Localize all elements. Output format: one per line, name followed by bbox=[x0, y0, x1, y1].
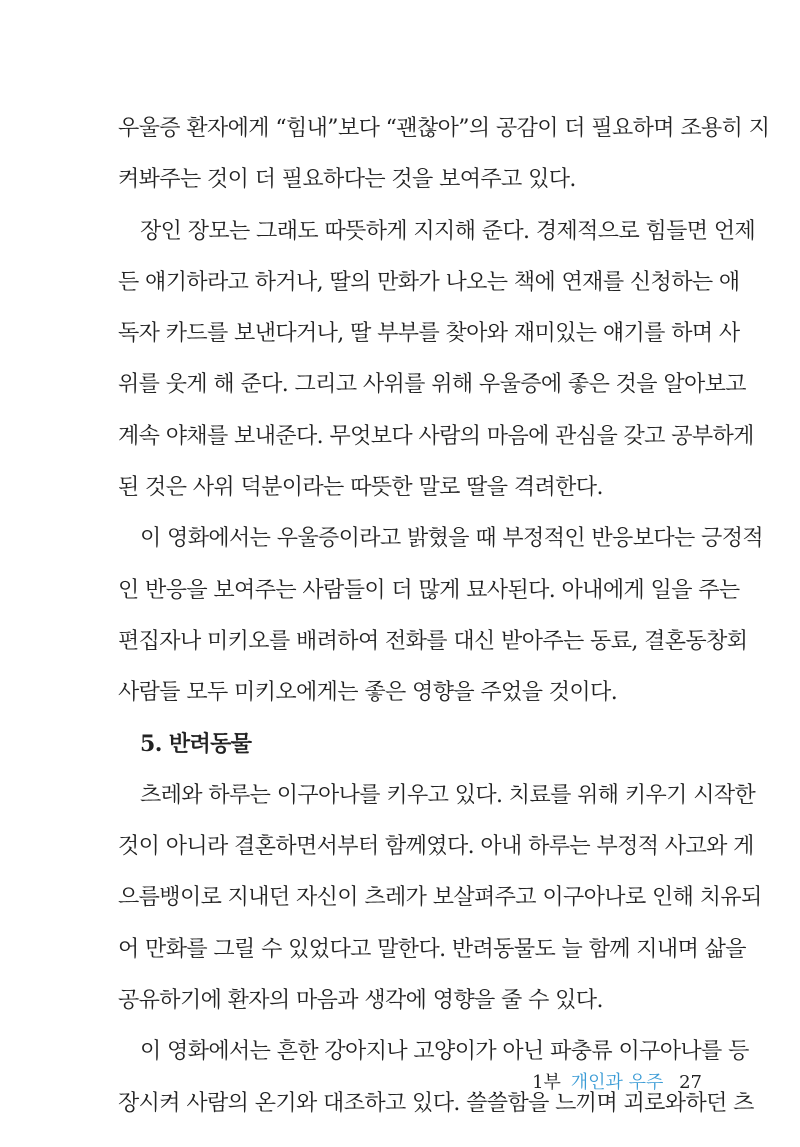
page-footer bbox=[532, 1068, 702, 1094]
text-line: 것이 아니라 결혼하면서부터 함께였다. 아내 하루는 부정적 사고와 게 bbox=[118, 834, 754, 860]
text-line: 장인 장모는 그래도 따뜻하게 지지해 준다. 경제적으로 힘들면 언제 bbox=[140, 218, 756, 244]
page-number: 27 bbox=[679, 1072, 702, 1093]
text-line: 켜봐주는 것이 더 필요하다는 것을 보여주고 있다. bbox=[118, 167, 576, 193]
text-line: 편집자나 미키오를 배려하여 전화를 대신 받아주는 동료, 결혼동창회 bbox=[118, 628, 748, 654]
text-line: 으름뱅이로 지내던 자신이 츠레가 보살펴주고 이구아나로 인해 치유되 bbox=[118, 885, 762, 911]
text-line: 인 반응을 보여주는 사람들이 더 많게 묘사된다. 아내에게 일을 주는 bbox=[118, 577, 740, 603]
text-line: 공유하기에 환자의 마음과 생각에 영향을 줄 수 있다. bbox=[118, 988, 603, 1014]
text-line: 위를 웃게 해 준다. 그리고 사위를 위해 우울증에 좋은 것을 알아보고 bbox=[118, 372, 746, 398]
text-line: 된 것은 사위 덕분이라는 따뜻한 말로 딸을 격려한다. bbox=[118, 475, 603, 501]
text-line: 독자 카드를 보낸다거나, 딸 부부를 찾아와 재미있는 얘기를 하며 사 bbox=[118, 321, 740, 347]
footer-part-label: 1부 bbox=[532, 1072, 561, 1093]
section-heading: 5. 반려동물 bbox=[140, 730, 252, 757]
footer-chapter-title: 개인과 우주 bbox=[570, 1072, 664, 1093]
text-line: 우울증 환자에게 “힘내”보다 “괜찮아”의 공감이 더 필요하며 조용히 지 bbox=[118, 116, 770, 141]
text-line: 사람들 모두 미키오에게는 좋은 영향을 주었을 것이다. bbox=[118, 680, 618, 706]
text-line: 이 영화에서는 우울증이라고 밝혔을 때 부정적인 반응보다는 긍정적 bbox=[140, 526, 764, 552]
text-line: 어 만화를 그릴 수 있었다고 말한다. 반려동물도 늘 함께 지내며 삶을 bbox=[118, 936, 746, 962]
text-line: 이 영화에서는 흔한 강아지나 고양이가 아닌 파충류 이구아나를 등 bbox=[140, 1039, 749, 1065]
text-line: 계속 야채를 보내준다. 무엇보다 사람의 마음에 관심을 갖고 공부하게 bbox=[118, 423, 754, 449]
text-line: 든 얘기하라고 하거나, 딸의 만화가 나오는 책에 연재를 신청하는 애 bbox=[118, 269, 740, 295]
text-line: 장시켜 사람의 온기와 대조하고 있다. 쓸쓸함을 느끼며 괴로와하던 츠 bbox=[118, 1090, 754, 1116]
text-line: 츠레와 하루는 이구아나를 키우고 있다. 치료를 위해 키우기 시작한 bbox=[140, 782, 756, 808]
